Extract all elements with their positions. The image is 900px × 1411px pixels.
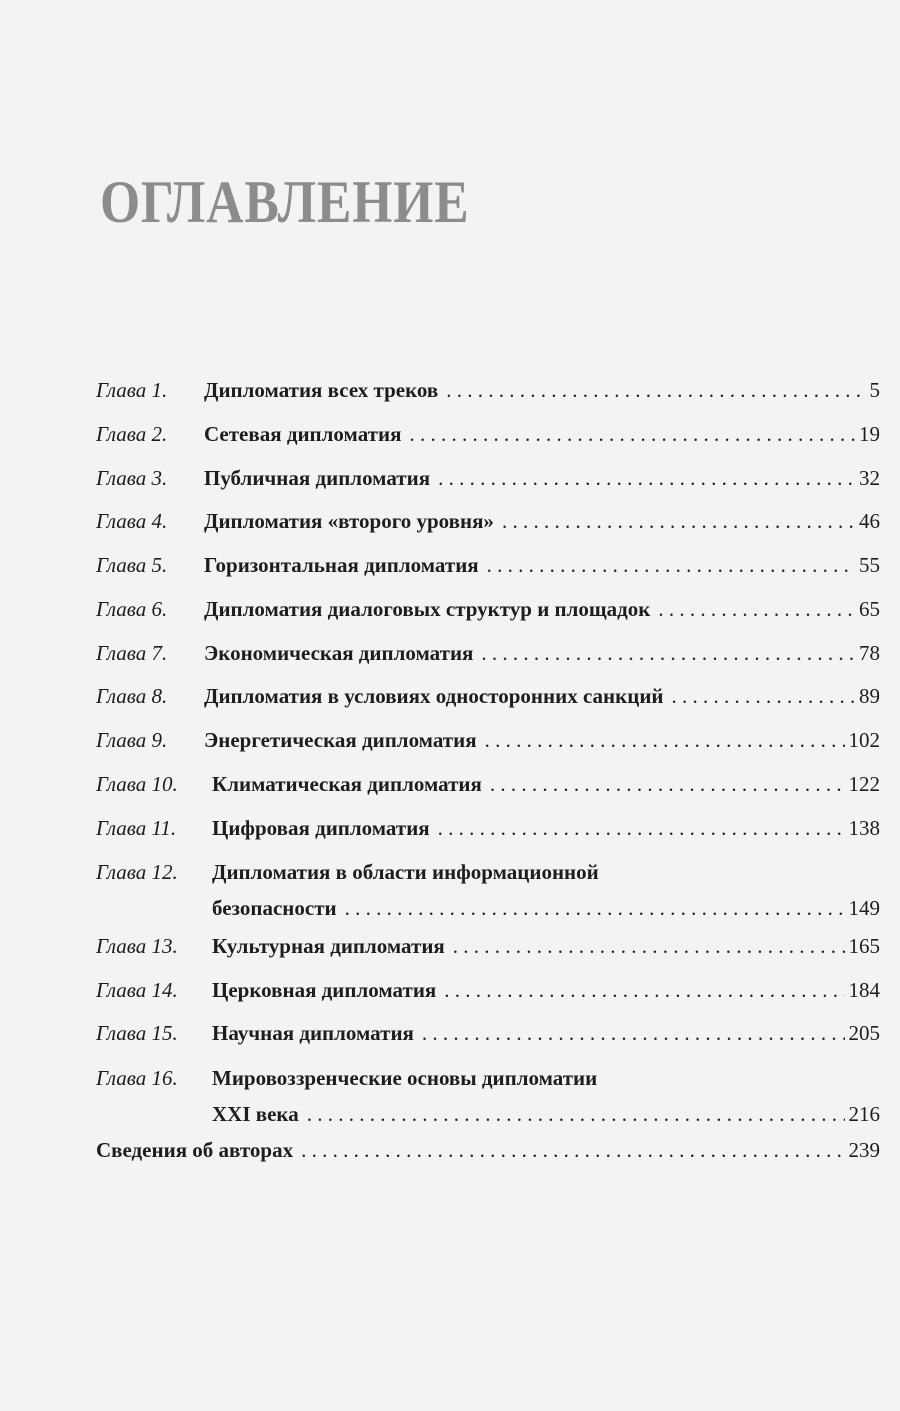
page-number: 122 — [848, 772, 880, 796]
chapter-label: Глава 11. — [96, 816, 177, 840]
page-number: 19 — [859, 422, 880, 446]
chapter-label: Глава 10. — [96, 772, 178, 796]
chapter-title: Публичная дипломатия — [204, 466, 431, 490]
chapter-label: Глава 6. — [96, 597, 168, 621]
page-title: ОГЛАВЛЕНИЕ — [100, 169, 470, 235]
chapter-label: Глава 9. — [96, 728, 168, 752]
chapter-label: Глава 15. — [96, 1021, 178, 1045]
chapter-title: безопасности — [212, 896, 337, 920]
chapter-label: Глава 1. — [96, 378, 168, 402]
page-number: 149 — [848, 896, 880, 920]
chapter-label: Глава 3. — [96, 466, 168, 490]
chapter-label: Глава 2. — [96, 422, 168, 446]
chapter-title: Цифровая дипломатия — [212, 816, 430, 840]
dot-leader — [438, 810, 845, 846]
dot-leader — [502, 503, 855, 539]
dot-leader — [345, 890, 845, 926]
dot-leader — [453, 928, 845, 964]
chapter-title: Дипломатия «второго уровня» — [204, 509, 494, 533]
page-number: 46 — [859, 509, 880, 533]
chapter-title: Научная дипломатия — [212, 1021, 414, 1045]
page-number: 165 — [848, 934, 880, 958]
page-number: 216 — [848, 1102, 880, 1126]
dot-leader — [444, 972, 844, 1008]
chapter-title: Сведения об авторах — [96, 1138, 294, 1162]
dot-leader — [658, 591, 855, 627]
page-number: 102 — [848, 728, 880, 752]
chapter-title: XXI века — [212, 1102, 299, 1126]
page-number: 138 — [848, 816, 880, 840]
page-number: 205 — [848, 1021, 880, 1045]
chapter-title: Климатическая дипломатия — [212, 772, 482, 796]
dot-leader — [307, 1096, 845, 1132]
dot-leader — [490, 766, 845, 802]
chapter-label: Глава 13. — [96, 934, 178, 958]
page-number: 32 — [859, 466, 880, 490]
chapter-label: Глава 14. — [96, 978, 178, 1002]
chapter-title: Энергетическая дипломатия — [204, 728, 477, 752]
chapter-label: Глава 8. — [96, 684, 168, 708]
page-number: 5 — [869, 378, 880, 402]
dot-leader — [487, 547, 855, 583]
chapter-label: Глава 16. — [96, 1066, 178, 1090]
dot-leader — [301, 1132, 844, 1168]
chapter-title-line: Мировоззренческие основы дипломатии — [212, 1066, 598, 1090]
page-number: 89 — [859, 684, 880, 708]
dot-leader — [438, 460, 855, 496]
page-number: 65 — [859, 597, 880, 621]
chapter-label: Глава 7. — [96, 641, 168, 665]
dot-leader — [446, 372, 865, 408]
chapter-label: Глава 5. — [96, 553, 168, 577]
dot-leader — [672, 678, 855, 714]
page-number: 55 — [859, 553, 880, 577]
chapter-title: Дипломатия всех треков — [204, 378, 439, 402]
chapter-title: Дипломатия диалоговых структур и площадок — [204, 597, 651, 621]
page-number: 184 — [848, 978, 880, 1002]
chapter-title: Горизонтальная дипломатия — [204, 553, 479, 577]
chapter-title: Сетевая дипломатия — [204, 422, 402, 446]
chapter-title: Церковная дипломатия — [212, 978, 437, 1002]
chapter-label: Глава 4. — [96, 509, 168, 533]
chapter-title: Экономическая дипломатия — [204, 641, 474, 665]
chapter-title: Дипломатия в условиях односторонних санкций — [204, 684, 664, 708]
dot-leader — [409, 416, 855, 452]
page-number: 239 — [848, 1138, 880, 1162]
dot-leader — [485, 722, 845, 758]
chapter-title-line: Дипломатия в области информационной — [212, 860, 599, 884]
page-number: 78 — [859, 641, 880, 665]
chapter-title: Культурная дипломатия — [212, 934, 445, 958]
chapter-label: Глава 12. — [96, 860, 178, 884]
dot-leader — [481, 635, 855, 671]
dot-leader — [422, 1015, 845, 1051]
